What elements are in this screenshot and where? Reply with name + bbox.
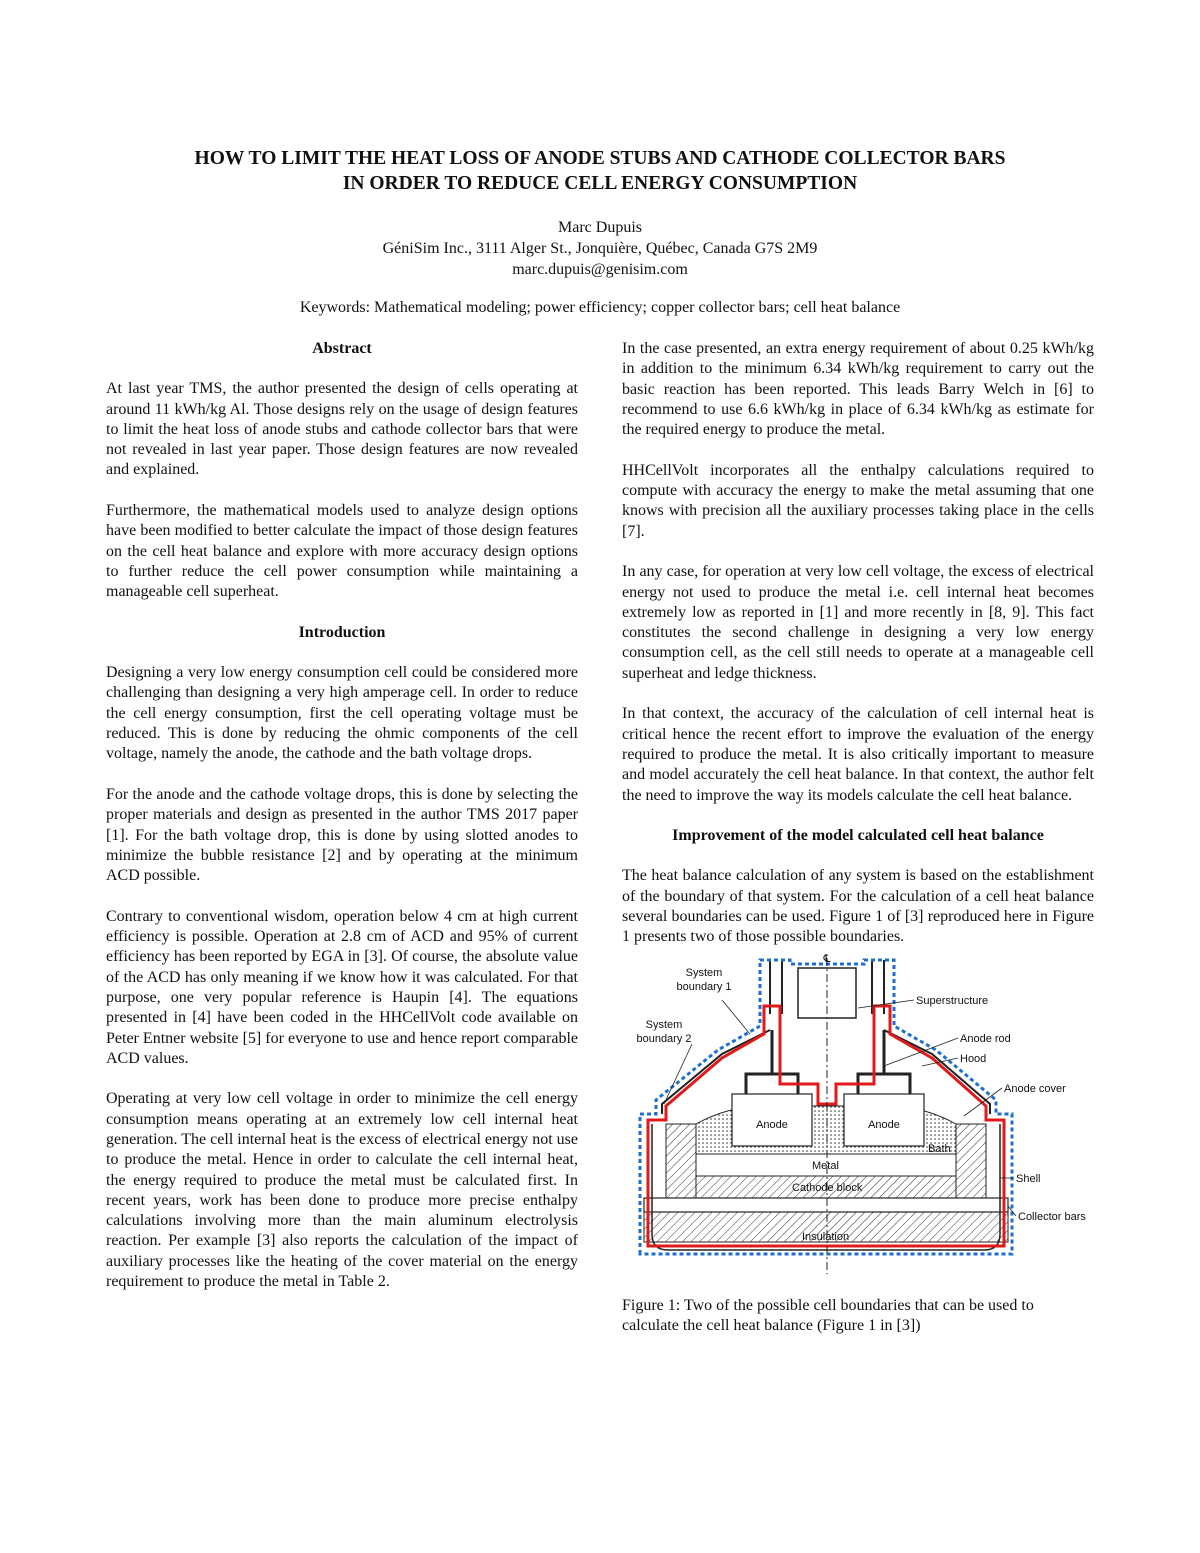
system-boundary-2-label-a: System (645, 1018, 683, 1031)
body-paragraph: In the case presented, an extra energy requirement of about 0.25 kWh/kg in addition to the minimum 6.34 kWh/kg requirement to carry out the basic reaction has been reported. This leads Barry Welch in [6] to recommend to use 6.6 kWh/kg in place of 6.34 kWh/kg as estimate for the required energy to produce the metal. (622, 340, 1094, 439)
anode-right-label: Anode (868, 1118, 900, 1131)
paper-title (80, 146, 1120, 196)
centerline-label: ℄ (823, 953, 831, 965)
metal-label: Metal (812, 1159, 839, 1172)
title-line-1: HOW TO LIMIT THE HEAT LOSS OF ANODE STUBS AND CATHODE COLLECTOR BARS (194, 148, 1006, 169)
superstructure-label: Superstructure (916, 994, 989, 1007)
shell-label: Shell (1016, 1172, 1041, 1185)
introduction-paragraph: For the anode and the cathode voltage drops, this is done by selecting the proper materials and design as presented in the author TMS 2017 paper [1]. For the bath voltage drop, this is done by using slotted anodes to minimize the bubble resistance [2] and by operating at the minimum ACD possible. (106, 785, 578, 885)
introduction-heading: Introduction (298, 623, 386, 641)
system-boundary-1-label-a: System (685, 966, 723, 979)
anode-cover-label: Anode cover (1004, 1082, 1066, 1095)
anode-left-label: Anode (756, 1118, 788, 1131)
left-column (106, 339, 578, 1313)
abstract-heading: Abstract (312, 340, 372, 357)
abstract-paragraph: At last year TMS, the author presented the design of cells operating at around 11 kWh/kg Al. Those designs rely on the usage of design features to limit the heat loss of anode stubs and cathode collector bars that were not revealed in last year paper. Those design features are now revealed and explained. (106, 380, 578, 479)
abstract-paragraph: Furthermore, the mathematical models used to analyze design options have been modified to better calculate the impact of those design features on the cell heat balance and explore with more accuracy design options to further reduce the cell power consumption while maintaining a manageable cell superheat. (106, 502, 578, 601)
collector-bars-label: Collector bars (1018, 1210, 1086, 1223)
title-line-2: IN ORDER TO REDUCE CELL ENERGY CONSUMPTION (342, 173, 858, 194)
hood-label: Hood (960, 1052, 987, 1065)
hood (662, 1030, 990, 1114)
anode-rod-label: Anode rod (960, 1032, 1011, 1045)
section-heading: Improvement of the model calculated cell heat balance (672, 827, 1044, 845)
body-paragraph: In any case, for operation at very low cell voltage, the excess of electrical energy not used to produce the metal i.e. cell internal heat becomes extremely low as reported in [1] and more recently in [8, 9]. This fact constitutes the second challenge in designing a very low energy consumption cell, as the cell still needs to operate at a manageable cell superheat and ledge thickness. (622, 563, 1094, 682)
cathode-block-label: Cathode block (792, 1181, 863, 1194)
author-affiliation: GéniSim Inc., 3111 Alger St., Jonquière, Québec, Canada G7S 2M9 (382, 240, 818, 257)
bath-label: Bath (928, 1142, 951, 1155)
keywords: Keywords: Mathematical modeling; power efficiency; copper collector bars; cell heat balance (299, 299, 901, 316)
system-boundary-2-label-b: boundary 2 (636, 1032, 692, 1045)
body-paragraph: In that context, the accuracy of the calculation of cell internal heat is critical hence the recent effort to improve the evaluation of the energy required to produce the metal. It is also critically important to measure and model accurately the cell heat balance. In that context, the author felt the need to improve the way its models calculate the cell heat balance. (622, 705, 1094, 804)
body-paragraph: HHCellVolt incorporates all the enthalpy calculations required to compute with accuracy the energy to make the metal assuming that one knows with precision all the auxiliary processes taking place in the cells [7]. (622, 461, 1094, 540)
author-email: marc.dupuis@genisim.com (512, 261, 688, 278)
figure-1 (622, 954, 1094, 1337)
insulation-label: Insulation (802, 1230, 850, 1243)
cell-cross-section-diagram (622, 954, 1094, 1286)
introduction-paragraph: Contrary to conventional wisdom, operation below 4 cm at high current efficiency is possible. Operation at 2.8 cm of ACD and 95% of current efficiency has been reported by EGA in [3]. Of course, the absolute value of the ACD has only meaning if we know how it was calculated. For that purpose, one very popular reference is Haupin [4]. The equations presented in [4] have been coded in the HHCellVolt code available on Peter Entner website [5] for everyone to use and hence report comparable ACD values. (106, 907, 578, 1067)
introduction-paragraph: Designing a very low energy consumption cell could be considered more challenging than designing a very high amperage cell. In order to reduce the cell energy consumption, first the cell operating voltage must be reduced. This is done by reducing the ohmic components of the cell voltage, namely the anode, the cathode and the bath voltage drops. (106, 664, 578, 763)
collector-bars (644, 1198, 1008, 1212)
body-paragraph: The heat balance calculation of any system is based on the establishment of the boundary of that system. For the calculation of a cell heat balance several boundaries can be used. Figure 1 of [3] reproduced here in Figure 1 presents two of those possible boundaries. (622, 867, 1094, 946)
author-name: Marc Dupuis (558, 219, 642, 236)
system-boundary-1-label-b: boundary 1 (676, 980, 732, 993)
figure-caption: Figure 1: Two of the possible cell boundaries that can be used to calculate the cell heat balance (Figure 1 in [3]) (622, 1296, 1034, 1334)
side-lining-left (666, 1124, 696, 1198)
right-column (622, 339, 1094, 1336)
author-block (200, 217, 1000, 280)
introduction-paragraph: Operating at very low cell voltage in order to minimize the cell energy consumption means operating at an extremely low cell internal heat generation. The cell internal heat is the excess of electrical energy not use to produce the metal. Hence in order to calculate the cell internal heat, the energy required to produce the metal must be calculated first. In recent years, work has been done to produce more precise enthalpy calculations involving more than the main aluminum electrolysis reaction. Per example [3] also reports the calculation of the impact of auxiliary processes like the heating of the cover material on the energy requirement to produce the metal in Table 2. (106, 1090, 578, 1291)
side-lining-right (956, 1124, 986, 1198)
